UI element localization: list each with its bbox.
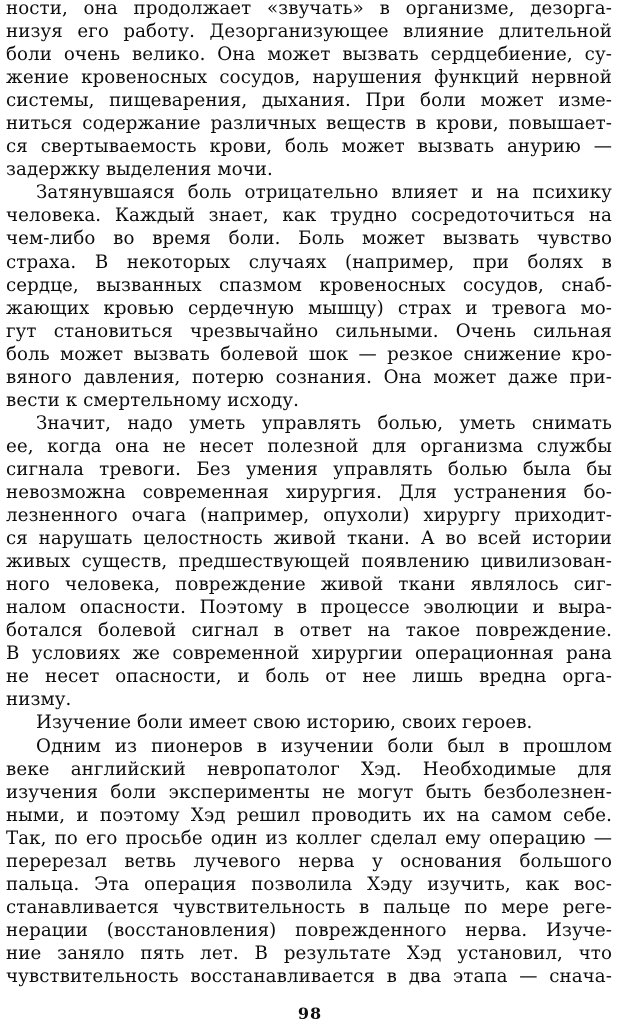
text-line: изучения боли эксперименты не могут быть безболезнен- [6, 781, 612, 803]
text-line: веке английский невропатолог Хэд. Необходимые для [6, 758, 612, 780]
text-line: Одним из пионеров в изучении боли был в прошлом [36, 735, 612, 757]
text-line: нерации (восстановления) поврежденного нерва. Изуче- [6, 919, 612, 941]
text-line: станавливается чувствительность в пальце по мере реге- [6, 896, 612, 918]
text-line: ниться содержание различных веществ в крови, повышает- [6, 113, 612, 135]
text-line: налом опасности. Поэтому в процессе эволюции и выра- [6, 597, 612, 619]
text-line: Изучение боли имеет свою историю, своих героев. [36, 712, 533, 734]
paragraph-5 [6, 735, 612, 989]
text-line: вести к смертельному исходу. [6, 389, 300, 411]
text-line: ботался болевой сигнал в ответ на такое повреждение. [6, 620, 612, 642]
text-line: ся свертываемость крови, боль может вызвать анурию — [6, 136, 612, 158]
text-line: человека. Каждый знает, как трудно сосредоточиться на [6, 205, 612, 227]
text-line: ными, и поэтому Хэд решил проводить их на самом себе. [6, 804, 612, 826]
text-line: сердце, вызванных спазмом кровеносных сосудов, снаб- [6, 274, 612, 296]
text-line: невозможна современная хирургия. Для устранения бо- [6, 481, 612, 503]
text-line: чувствительность восстанавливается в два этапа — снача- [6, 965, 612, 987]
text-line: пальца. Эта операция позволила Хэду изучить, как вос- [6, 873, 612, 895]
text-line: лезненного очага (например, опухоли) хирургу приходит- [6, 505, 612, 527]
text-line: Значит, надо уметь управлять болью, уметь снимать [36, 412, 612, 434]
text-line: боли очень велико. Она может вызвать сердцебиение, су- [6, 44, 612, 66]
text-line: жение кровеносных сосудов, нарушения функций нервной [6, 67, 612, 89]
text-line: ее, когда она не несет полезной для организма службы [6, 435, 612, 457]
text-line: ности, она продолжает «звучать» в организме, дезорга- [6, 0, 612, 19]
text-line: чем-либо во время боли. Боль может вызвать чувство [6, 228, 612, 250]
page-body-text [6, 0, 612, 988]
text-line: низуя его работу. Дезорганизующее влияние длительной [6, 21, 612, 43]
text-line: сигнала тревоги. Без умения управлять болью была бы [6, 458, 612, 480]
text-line: ся нарушать целостность живой ткани. А во всей истории [6, 528, 612, 550]
text-line: В условиях же современной хирургии операционная рана [6, 643, 612, 665]
text-line: ного человека, повреждение живой ткани являлось сиг- [6, 574, 612, 596]
text-line: живых существ, предшествующей появлению цивилизован- [6, 551, 612, 573]
paragraph-1 [6, 0, 612, 181]
text-line: системы, пищеварения, дыхания. При боли может изме- [6, 90, 612, 112]
text-line: ние заняло пять лет. В результате Хэд установил, что [6, 942, 612, 964]
paragraph-3 [6, 412, 612, 712]
paragraph-2 [6, 181, 612, 411]
text-line: перерезал ветвь лучевого нерва у основания большого [6, 850, 612, 872]
text-line: задержку выделения мочи. [6, 159, 273, 181]
text-line: вяного давления, потерю сознания. Она может даже при- [6, 366, 612, 388]
text-line: гут становиться чрезвычайно сильными. Очень сильная [6, 320, 612, 342]
text-line: страха. В некоторых случаях (например, при болях в [6, 251, 612, 273]
text-line: Так, по его просьбе один из коллег сделал ему операцию — [6, 827, 612, 849]
text-line: жающих кровью сердечную мышцу) страх и тревога мо- [6, 297, 612, 319]
text-line: боль может вызвать болевой шок — резкое снижение кро- [6, 343, 612, 365]
text-line: Затянувшаяся боль отрицательно влияет и на психику [36, 182, 612, 204]
text-line: низму. [6, 689, 72, 711]
text-line: не несет опасности, и боль от нее лишь вредна орга- [6, 666, 612, 688]
page-number: 98 [297, 1004, 323, 1023]
paragraph-4 [6, 711, 612, 734]
